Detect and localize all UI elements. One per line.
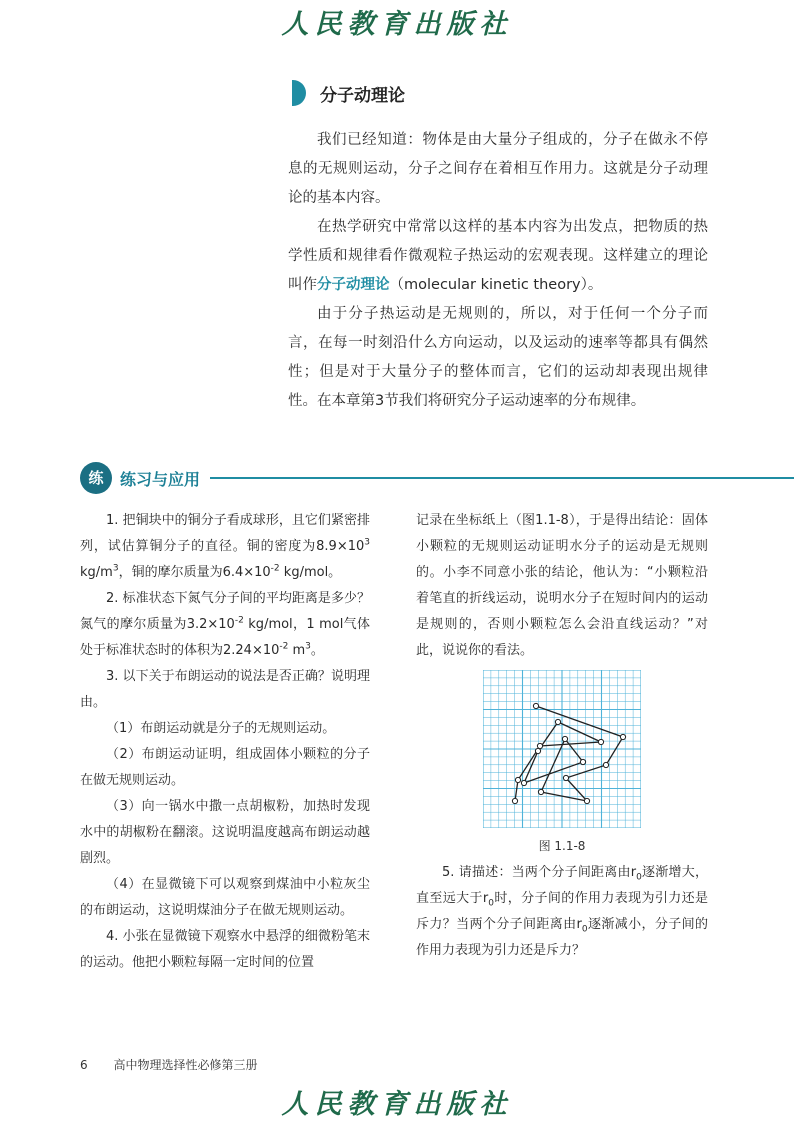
practice-right-column-bottom <box>416 860 708 964</box>
position-point <box>584 798 589 803</box>
practice-title: 练习与应用 <box>120 470 201 489</box>
position-point <box>535 748 540 753</box>
publisher-logo-top: 人民教育出版社 <box>281 9 513 40</box>
position-point <box>512 798 517 803</box>
publisher-logo-bottom: 人民教育出版社 <box>281 1089 513 1120</box>
question-4: 4. 小张在显微镜下观察水中悬浮的细微粉笔末的运动。他把小颗粒每隔一定时间的位置 <box>80 929 370 970</box>
practice-right-column-top <box>416 508 708 664</box>
position-point <box>533 703 538 708</box>
position-point <box>537 743 542 748</box>
position-point <box>563 775 568 780</box>
practice-icon: 练 <box>80 462 112 494</box>
position-point <box>620 734 625 739</box>
section-heading <box>292 80 405 106</box>
section-title: 分子动理论 <box>320 85 405 106</box>
intro-paragraph-1: 我们已经知道：物体是由大量分子组成的，分子在做永不停息的无规则运动，分子之间存在着相互作用力。这就是分子动理论的基本内容。 <box>288 132 708 206</box>
question-3-option-1: （1）布朗运动就是分子的无规则运动。 <box>106 721 336 736</box>
intro-p2-text: 在热学研究中常常以这样的基本内容为出发点，把物质的热学性质和规律看作微观粒子热运动的宏观表现。这样建立的理论叫作 <box>288 219 708 293</box>
page-footer <box>80 1056 257 1073</box>
practice-left-column <box>80 508 370 976</box>
position-point <box>521 780 526 785</box>
question-3-option-3: （3）向一锅水中撒一点胡椒粉，加热时发现水中的胡椒粉在翻滚。这说明温度越高布朗运动越剧烈。 <box>80 799 370 866</box>
question-1: 1. 把铜块中的铜分子看成球形，且它们紧密排列，试估算铜分子的直径。铜的密度为$8.9\times 10^3$ $kg/m^3$，铜的摩尔质量为$6.4\times 10^{-2}$ kg/mol。 <box>80 513 370 580</box>
practice-header <box>80 462 794 494</box>
question-2: 2. 标准状态下氮气分子间的平均距离是多少？氮气的摩尔质量为$3.2\times 10^{-2}$ kg/mol，1 mol气体处于标准状态时的体积为$2.24\times 10^{-2}$ $m^3$。 <box>80 591 371 658</box>
keyword-term: 分子动理论 <box>317 277 390 293</box>
question-4-continued: 记录在坐标纸上（图1.1-8），于是得出结论：固体小颗粒的无规则运动证明水分子的运动是无规则的。小李不同意小张的结论，他认为：“小颗粒沿着笔直的折线运动，说明水分子在短时间内的运动是规则的，否则小颗粒怎么会沿直线运动？”对此，说说你的看法。 <box>416 513 708 658</box>
position-point <box>538 789 543 794</box>
question-5: 5. 请描述：当两个分子间距离由$r_0$逐渐增大，直至远大于$r_0$时，分子间的作用力表现为引力还是斥力？当两个分子间距离由$r_0$逐渐减小，分子间的作用力表现为引力还是斥力？ <box>416 865 708 958</box>
position-point <box>580 759 585 764</box>
particle-path <box>515 706 623 801</box>
intro-text <box>288 126 708 416</box>
position-point <box>515 777 520 782</box>
question-3-option-4: （4）在显微镜下可以观察到煤油中小粒灰尘的布朗运动，这说明煤油分子在做无规则运动。 <box>80 877 370 918</box>
intro-paragraph-3: 由于分子热运动是无规则的，所以，对于任何一个分子而言，在每一时刻沿什么方向运动，以及运动的速率等都具有偶然性；但是对于大量分子的整体而言，它们的运动却表现出规律性。在本章第3节我们将研究分子运动速率的分布规律。 <box>288 306 708 409</box>
figure-caption: 图 1.1-8 <box>538 839 586 853</box>
practice-divider <box>210 477 794 479</box>
position-point <box>598 739 603 744</box>
figure-1-1-8 <box>483 670 641 828</box>
position-point <box>562 736 567 741</box>
question-3: 3. 以下关于布朗运动的说法是否正确？说明理由。 <box>80 669 370 710</box>
intro-p2-english: （molecular kinetic theory）。 <box>389 277 603 293</box>
section-marker-icon <box>292 80 306 106</box>
coordinate-grid <box>483 670 641 828</box>
position-point <box>603 762 608 767</box>
page-number: 6 <box>80 1058 88 1072</box>
intro-paragraph-2 <box>288 213 708 300</box>
question-3-option-2: （2）布朗运动证明，组成固体小颗粒的分子在做无规则运动。 <box>80 747 370 788</box>
book-title: 高中物理选择性必修第三册 <box>113 1058 258 1072</box>
position-point <box>555 719 560 724</box>
